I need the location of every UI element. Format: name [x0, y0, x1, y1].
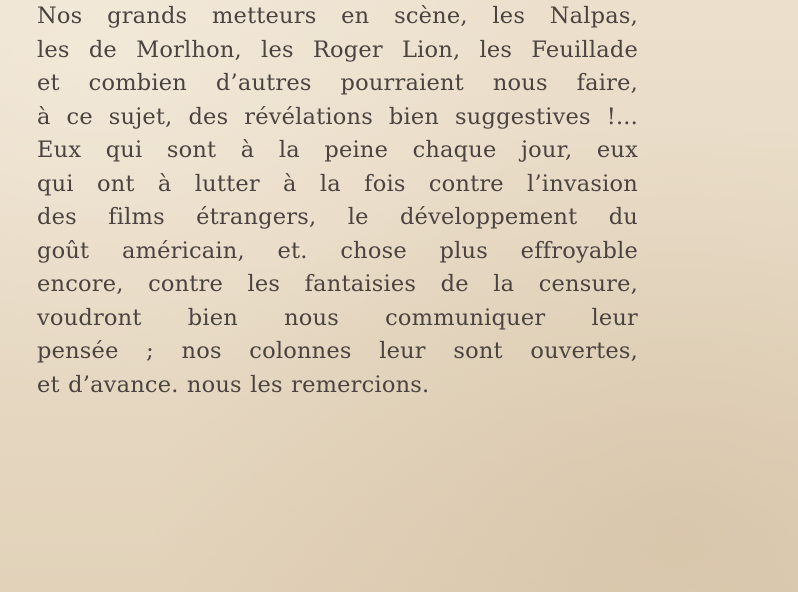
text-line: des films étrangers, le développement du: [37, 204, 638, 230]
text-line: les de Morlhon, les Roger Lion, les Feuillade: [37, 36, 638, 63]
text-line: pensée ; nos colonnes leur sont ouvertes,: [37, 338, 638, 364]
text-line: voudront bien nous communiquer leur: [37, 304, 638, 331]
text-line-last: et d’avance. nous les remercions.: [37, 371, 430, 398]
text-line: Eux qui sont à la peine chaque jour, eux: [37, 137, 638, 163]
text-line: à ce sujet, des révélations bien suggestives !...: [37, 103, 638, 130]
text-line: qui ont à lutter à la fois contre l’invasion: [37, 170, 638, 197]
text-line: encore, contre les fantaisies de la censure,: [37, 271, 638, 297]
text-line: et combien d’autres pourraient nous faire,: [37, 70, 638, 96]
text-line: goût américain, et. chose plus effroyable: [37, 237, 638, 264]
body-paragraph: [37, 0, 638, 402]
text-line: Nos grands metteurs en scène, les Nalpas,: [37, 3, 638, 29]
